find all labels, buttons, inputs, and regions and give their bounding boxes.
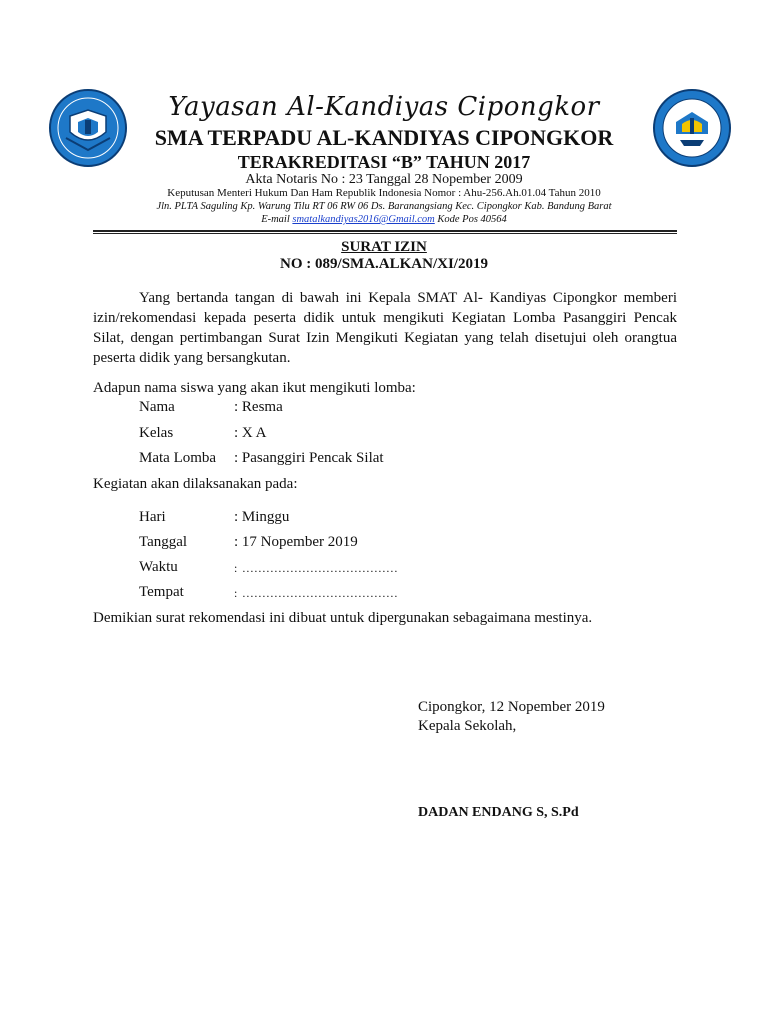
letter-number: NO : 089/SMA.ALKAN/XI/2019 bbox=[280, 256, 488, 272]
event-label: Hari bbox=[139, 509, 166, 525]
decree-info: Keputusan Menteri Hukum Dan Ham Republik Indonesia Nomor : Ahu-256.Ah.01.04 Tahun 2010 bbox=[167, 187, 601, 199]
contact-line bbox=[0, 214, 768, 225]
postal-code: Kode Pos 40564 bbox=[434, 214, 507, 225]
event-value: : 17 Nopember 2019 bbox=[234, 534, 358, 550]
signatory-name: DADAN ENDANG S, S.Pd bbox=[418, 805, 579, 820]
event-value-blank: : ....................................... bbox=[234, 561, 399, 575]
event-label: Tanggal bbox=[139, 534, 188, 550]
event-value-blank: : ....................................... bbox=[234, 586, 399, 600]
student-label: Nama bbox=[139, 399, 175, 415]
notary-info: Akta Notaris No : 23 Tanggal 28 Nopember 2009 bbox=[245, 172, 523, 187]
address: Jln. PLTA Saguling Kp. Warung Tilu RT 06 RW 06 Ds. Baranangsiang Kec. Cipongkor Kab. Bandung Barat bbox=[156, 201, 612, 212]
event-intro: Kegiatan akan dilaksanakan pada: bbox=[93, 476, 298, 492]
letter-title: SURAT IZIN bbox=[341, 239, 427, 255]
event-label: Waktu bbox=[139, 559, 178, 575]
signature-position: Kepala Sekolah, bbox=[418, 718, 517, 734]
signature-place-date: Cipongkor, 12 Nopember 2019 bbox=[418, 699, 605, 715]
student-value: : Pasanggiri Pencak Silat bbox=[234, 450, 384, 466]
opening-paragraph: Yang bertanda tangan di bawah ini Kepala SMAT Al- Kandiyas Cipongkor memberi izin/rekomendasi kepada peserta didik untuk mengikuti Kegiatan Lomba Pasanggiri Pencak Silat, dengan pertimbangan Surat Izin Mengikuti Kegiatan yang telah disetujui oleh orangtua peserta didik yang bersangkutan. bbox=[93, 290, 677, 366]
accreditation: TERAKREDITASI “B” TAHUN 2017 bbox=[237, 152, 531, 172]
student-label: Kelas bbox=[139, 425, 174, 441]
student-label: Mata Lomba bbox=[139, 450, 217, 466]
event-label: Tempat bbox=[139, 584, 184, 600]
foundation-name: Yayasan Al-Kandiyas Cipongkor bbox=[168, 92, 600, 122]
closing-sentence: Demikian surat rekomendasi ini dibuat untuk dipergunakan sebagaimana mestinya. bbox=[93, 610, 593, 626]
event-value: : Minggu bbox=[234, 509, 290, 525]
student-intro: Adapun nama siswa yang akan ikut mengikuti lomba: bbox=[93, 380, 416, 396]
header-divider-thick bbox=[93, 230, 677, 232]
email-link[interactable]: smatalkandiyas2016@Gmail.com bbox=[292, 214, 435, 225]
student-value: : X A bbox=[234, 425, 267, 441]
header-divider-thin bbox=[93, 233, 677, 234]
email-prefix: E-mail bbox=[261, 214, 293, 225]
student-value: : Resma bbox=[234, 399, 283, 415]
school-name: SMA TERPADU AL-KANDIYAS CIPONGKOR bbox=[154, 125, 614, 150]
